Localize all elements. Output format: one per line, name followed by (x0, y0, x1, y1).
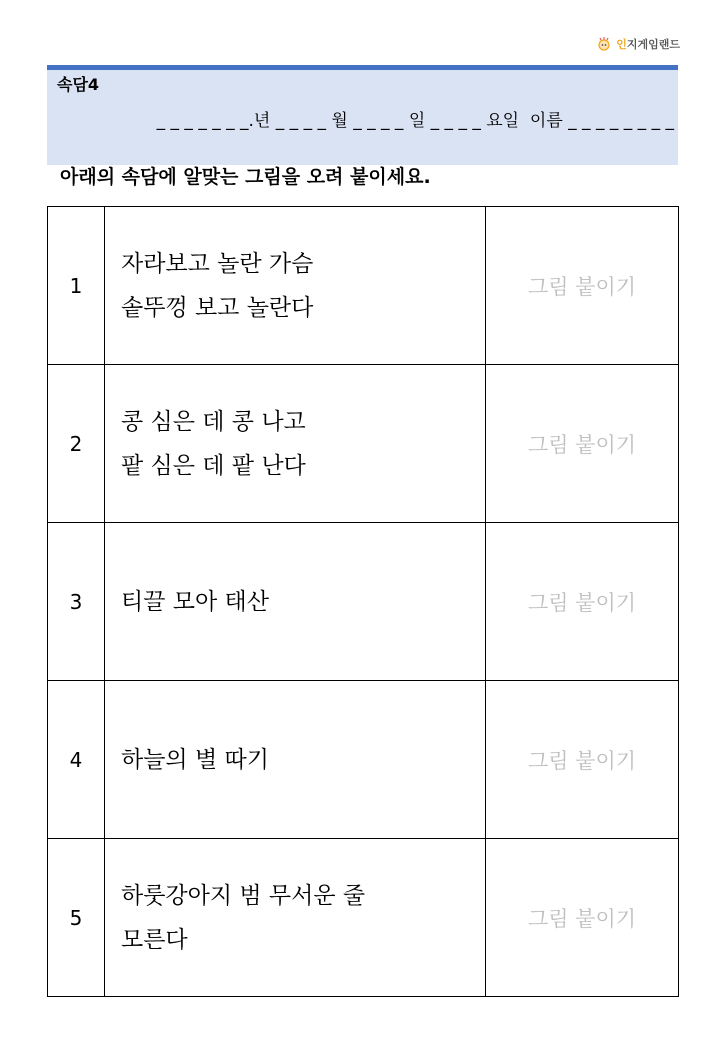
brain-logo-icon (596, 36, 612, 52)
picture-paste-area[interactable]: 그림 붙이기 (486, 365, 679, 523)
row-number: 2 (48, 365, 105, 523)
proverb-cell (105, 365, 486, 523)
brand-name-rest: 지게임랜드 (626, 38, 680, 51)
row-number: 1 (48, 207, 105, 365)
brand-name (616, 36, 680, 52)
table-row (48, 207, 679, 365)
instruction-text: 아래의 속담에 알맞는 그림을 오려 붙이세요. (60, 166, 431, 188)
proverb-line: 솥뚜껑 보고 놀란다 (121, 294, 314, 321)
proverb-cell (105, 681, 486, 839)
proverb-line: 하늘의 별 따기 (121, 746, 269, 773)
row-number: 4 (48, 681, 105, 839)
table-row (48, 523, 679, 681)
table-row (48, 365, 679, 523)
row-number: 5 (48, 839, 105, 997)
picture-paste-area[interactable]: 그림 붙이기 (486, 839, 679, 997)
table-row (48, 681, 679, 839)
proverb-line: 콩 심은 데 콩 나고 (121, 408, 306, 435)
picture-paste-area[interactable]: 그림 붙이기 (486, 523, 679, 681)
proverb-cell (105, 207, 486, 365)
table-row (48, 839, 679, 997)
row-number: 3 (48, 523, 105, 681)
proverb-cell (105, 839, 486, 997)
date-name-fill-line[interactable]: _ _ _ _ _ _ _.년 _ _ _ _ 월 _ _ _ _ 일 _ _ _ _ 요일 이름 _ _ _ _ _ _ _ _ (156, 111, 674, 131)
proverb-line: 티끌 모아 태산 (121, 588, 269, 615)
brand-logo (596, 36, 680, 52)
proverb-line: 모른다 (121, 926, 188, 953)
proverb-table (47, 206, 679, 997)
worksheet-header (47, 70, 678, 165)
picture-paste-area[interactable]: 그림 붙이기 (486, 207, 679, 365)
worksheet-title: 속담4 (57, 75, 100, 94)
proverb-line: 하룻강아지 범 무서운 줄 (121, 882, 366, 909)
proverb-cell (105, 523, 486, 681)
brand-name-highlight: 인 (616, 38, 627, 51)
picture-paste-area[interactable]: 그림 붙이기 (486, 681, 679, 839)
proverb-line: 자라보고 놀란 가슴 (121, 250, 314, 277)
proverb-line: 팥 심은 데 팥 난다 (121, 452, 306, 479)
